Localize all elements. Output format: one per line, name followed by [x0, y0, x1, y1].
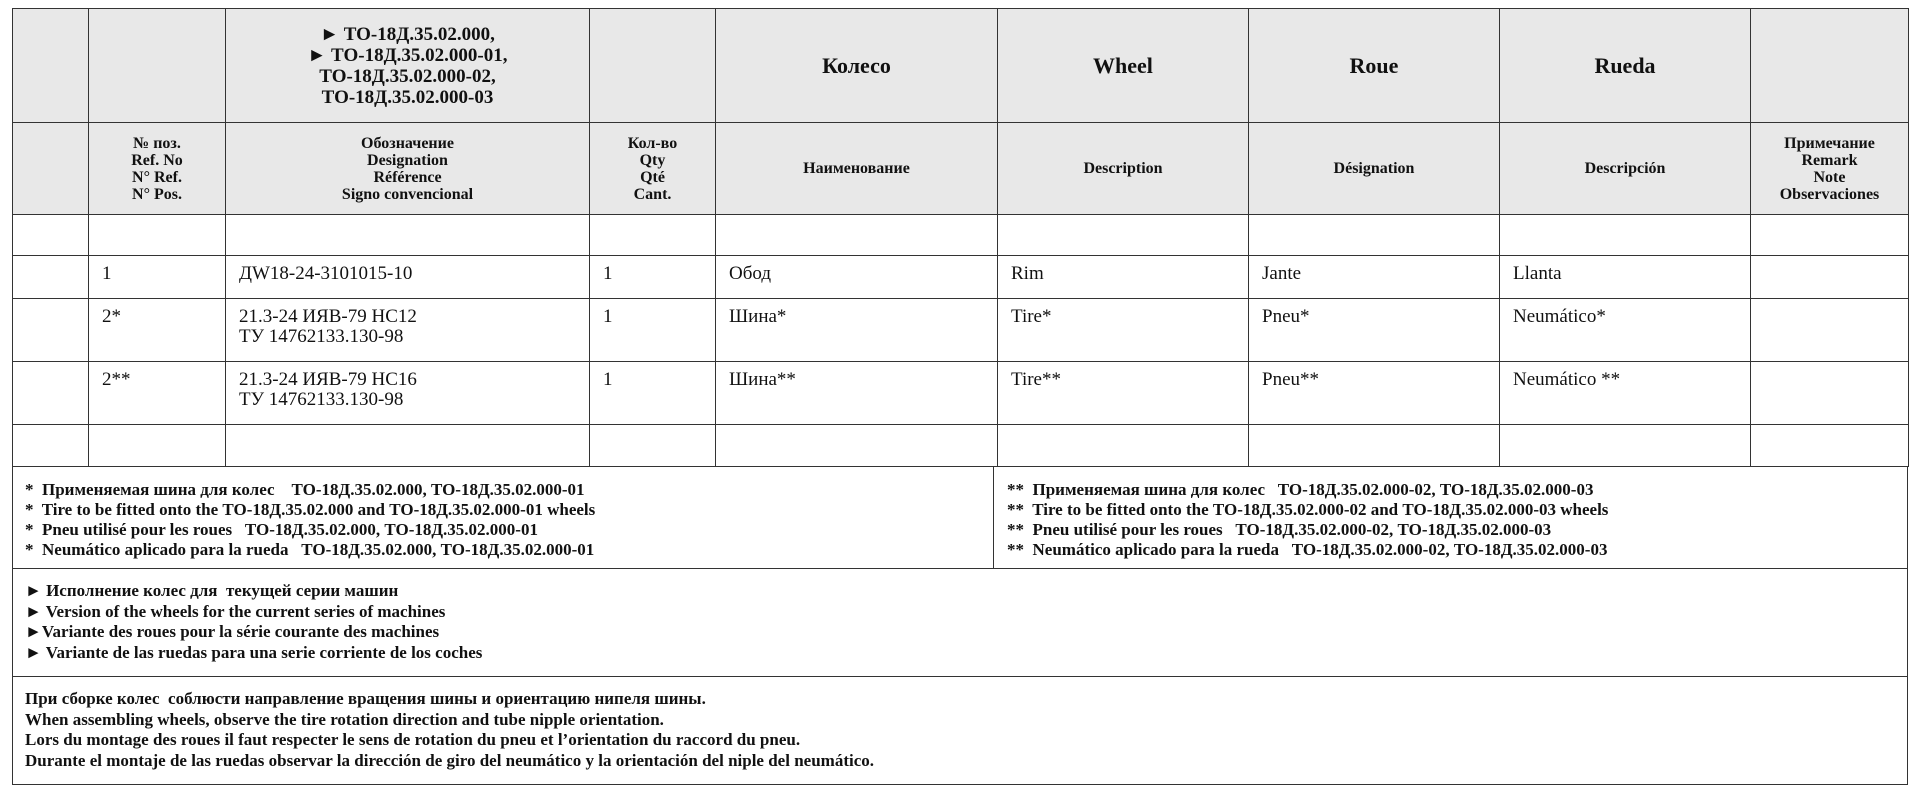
pos-cell: 2** [89, 362, 226, 425]
assembly-notes [12, 677, 1908, 785]
empty-cell [13, 425, 89, 467]
note-line: Lors du montage des roues il faut respecter le sens de rotation du pneu et l’orientation du raccord du pneu. [25, 730, 801, 749]
name-ru-cell: Шина* [716, 299, 998, 362]
pos-cell: 2* [89, 299, 226, 362]
table-row [13, 299, 1909, 362]
header-blank-cell [89, 9, 226, 123]
remark-column-header [1751, 123, 1909, 215]
empty-cell [89, 425, 226, 467]
note-line: ► Исполнение колес для текущей серии машин [25, 581, 399, 600]
empty-cell [1249, 215, 1500, 256]
note-line: * Pneu utilisé pour les roues ТО-18Д.35.02.000, ТО-18Д.35.02.000-01 [25, 520, 538, 539]
note-line: ** Pneu utilisé pour les roues ТО-18Д.35.02.000-02, ТО-18Д.35.02.000-03 [1007, 520, 1552, 539]
name-fr-cell: Pneu** [1249, 362, 1500, 425]
note-line: ** Tire to be fitted onto the ТО-18Д.35.02.000-02 and ТО-18Д.35.02.000-03 wheels [1007, 500, 1609, 519]
column-header-line: № поз. [133, 134, 181, 152]
versions-header [226, 9, 590, 123]
empty-cell [1249, 425, 1500, 467]
name-fr-cell: Jante [1249, 256, 1500, 299]
qty-cell: 1 [590, 256, 716, 299]
name-en-column-header: Description [998, 123, 1249, 215]
designation-line: ТУ 14762133.130-98 [239, 326, 404, 347]
title-en: Wheel [998, 9, 1249, 123]
empty-cell [13, 215, 89, 256]
column-header-line: N° Ref. [132, 168, 182, 186]
title-ru: Колесо [716, 9, 998, 123]
remark-cell [1751, 256, 1909, 299]
column-header-line: N° Pos. [132, 185, 182, 203]
empty-cell [226, 425, 590, 467]
column-header-line: Примечание [1784, 134, 1875, 152]
empty-cell [1751, 425, 1909, 467]
designation-cell [226, 362, 590, 425]
designation-line: 21.3-24 ИЯВ-79 НС12 [239, 306, 417, 327]
empty-cell [13, 299, 89, 362]
empty-cell [716, 215, 998, 256]
table-row-empty [13, 215, 1909, 256]
column-header-line: Observaciones [1779, 185, 1880, 203]
empty-cell [1500, 215, 1751, 256]
remark-cell [1751, 299, 1909, 362]
note-line: При сборке колес соблюсти направление вращения шины и ориентацию нипеля шины. [25, 689, 706, 708]
header-blank-cell [590, 9, 716, 123]
remark-cell [1751, 362, 1909, 425]
designation-line: 21.3-24 ИЯВ-79 НС16 [239, 369, 417, 390]
empty-cell [998, 215, 1249, 256]
name-en-cell: Tire* [998, 299, 1249, 362]
title-es: Rueda [1500, 9, 1751, 123]
empty-cell [590, 215, 716, 256]
qty-cell: 1 [590, 299, 716, 362]
column-header-line: Remark [1801, 151, 1858, 169]
column-header-line: Référence [373, 168, 442, 186]
name-es-cell: Llanta [1500, 256, 1751, 299]
header-blank-cell [13, 123, 89, 215]
note-line: Durante el montaje de las ruedas observar la dirección de giro del neumático y la orientación del niple del neumático. [25, 750, 874, 770]
empty-cell [1500, 425, 1751, 467]
name-es-cell: Neumático ** [1500, 362, 1751, 425]
name-es-cell: Neumático* [1500, 299, 1751, 362]
empty-cell [590, 425, 716, 467]
empty-cell [13, 362, 89, 425]
column-header-line: Qté [640, 168, 665, 186]
header-blank-cell [1751, 9, 1909, 123]
designation-column-header [226, 123, 590, 215]
version-label: ТО-18Д.35.02.000-02, [319, 65, 496, 87]
designation-cell [226, 256, 590, 299]
name-en-cell: Rim [998, 256, 1249, 299]
column-header-line: Qty [639, 151, 666, 169]
name-en-cell: Tire** [998, 362, 1249, 425]
designation-cell [226, 299, 590, 362]
tire-notes [12, 467, 1908, 569]
empty-cell [716, 425, 998, 467]
note-line: ►Variante des roues pour la série courante des machines [25, 622, 440, 641]
column-header-line: Cant. [633, 185, 672, 203]
parts-table [12, 8, 1909, 467]
version-label: ТО-18Д.35.02.000-03 [321, 86, 494, 108]
column-header-line: Обозначение [361, 134, 454, 152]
name-fr-column-header: Désignation [1249, 123, 1500, 215]
single-star-notes [13, 467, 994, 568]
empty-cell [1751, 215, 1909, 256]
name-ru-cell: Шина** [716, 362, 998, 425]
name-ru-column-header: Наименование [716, 123, 998, 215]
column-header-line: Кол-во [627, 134, 678, 152]
note-line: ► Version of the wheels for the current series of machines [25, 601, 446, 621]
column-header-line: Designation [367, 151, 448, 169]
empty-cell [226, 215, 590, 256]
version-label: ► ТО-18Д.35.02.000-01, [307, 44, 508, 66]
note-line: ** Применяемая шина для колес ТО-18Д.35.02.000-02, ТО-18Д.35.02.000-03 [1007, 480, 1594, 499]
version-notes [12, 569, 1908, 677]
note-line: * Применяемая шина для колес ТО-18Д.35.02.000, ТО-18Д.35.02.000-01 [25, 480, 585, 499]
column-header-line: Ref. No [131, 151, 183, 169]
title-fr: Roue [1249, 9, 1500, 123]
column-header-line: Signo convencional [341, 185, 474, 203]
version-label: ► ТО-18Д.35.02.000, [320, 23, 495, 45]
parts-sheet [12, 8, 1908, 785]
note-line: * Neumático aplicado para la rueda ТО-18Д.35.02.000, ТО-18Д.35.02.000-01 [25, 540, 595, 559]
empty-cell [998, 425, 1249, 467]
column-header-line: Note [1813, 168, 1846, 186]
name-es-column-header: Descripción [1500, 123, 1751, 215]
pos-cell: 1 [89, 256, 226, 299]
table-row [13, 256, 1909, 299]
empty-cell [13, 256, 89, 299]
designation-line: ТУ 14762133.130-98 [239, 389, 404, 410]
header-row-columns [13, 123, 1909, 215]
table-row-empty [13, 425, 1909, 467]
qty-column-header [590, 123, 716, 215]
note-line: When assembling wheels, observe the tire rotation direction and tube nipple orientation. [25, 709, 664, 729]
note-line: ► Variante de las ruedas para una serie corriente de los coches [25, 642, 483, 662]
header-blank-cell [13, 9, 89, 123]
name-ru-cell: Обод [716, 256, 998, 299]
name-fr-cell: Pneu* [1249, 299, 1500, 362]
pos-column-header [89, 123, 226, 215]
table-row [13, 362, 1909, 425]
note-line: * Tire to be fitted onto the ТО-18Д.35.02.000 and ТО-18Д.35.02.000-01 wheels [25, 500, 596, 519]
qty-cell: 1 [590, 362, 716, 425]
double-star-notes [994, 467, 1907, 568]
designation-line: ДW18-24-3101015-10 [239, 263, 413, 284]
empty-cell [89, 215, 226, 256]
note-line: ** Neumático aplicado para la rueda ТО-18Д.35.02.000-02, ТО-18Д.35.02.000-03 [1007, 540, 1608, 559]
header-row-titles [13, 9, 1909, 123]
